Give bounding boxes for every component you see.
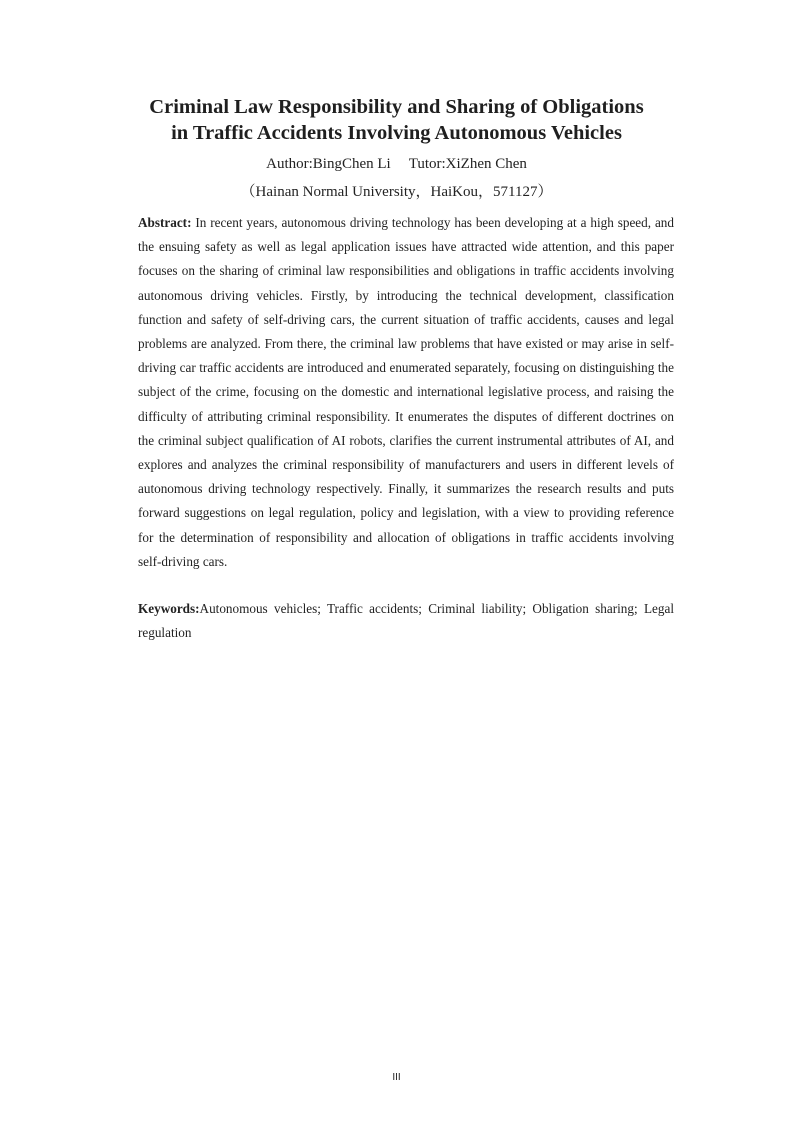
author-name: Author:BingChen Li: [266, 156, 391, 172]
author-line: [0, 154, 793, 174]
page-number: III: [392, 1072, 401, 1083]
keywords-paragraph: [138, 597, 674, 645]
abstract-label: Abstract:: [138, 215, 192, 230]
paper-title: [0, 94, 793, 146]
title-line-1: Criminal Law Responsibility and Sharing of Obligations: [149, 96, 644, 118]
abstract-paragraph: [138, 211, 674, 574]
keywords-label: Keywords:: [138, 601, 200, 616]
title-line-2: in Traffic Accidents Involving Autonomous Vehicles: [171, 122, 622, 144]
keywords-text: Autonomous vehicles; Traffic accidents; Criminal liability; Obligation sharing; Legal regulation: [138, 601, 674, 641]
abstract-text: In recent years, autonomous driving technology has been developing at a high speed, and the ensuing safety as well as legal application issues have attracted wide attention, and this paper focuses on the sharing of criminal law responsibilities and obligations in traffic accidents involving autonomous driving vehicles. Firstly, by introducing the technical development, classification function and safety of self-driving cars, the current situation of traffic accidents, causes and legal problems are analyzed. From there, the criminal law problems that have existed or may arise in self-driving car traffic accidents are introduced and enumerated separately, focusing on distinguishing the subject of the crime, focusing on the domestic and international legislative process, and raising the difficulty of attributing criminal responsibility. It enumerates the disputes of different doctrines on the criminal subject qualification of AI robots, clarifies the current instrumental attributes of AI, and explores and analyzes the criminal responsibility of manufacturers and users in different levels of autonomous driving technology respectively. Finally, it summarizes the research results and puts forward suggestions on legal regulation, policy and legislation, with a view to providing reference for the determination of responsibility and allocation of obligations in traffic accidents involving self-driving cars.: [138, 215, 674, 569]
affiliation: （Hainan Normal University，HaiKou，571127）: [240, 184, 553, 200]
tutor-name: Tutor:XiZhen Chen: [408, 156, 527, 172]
